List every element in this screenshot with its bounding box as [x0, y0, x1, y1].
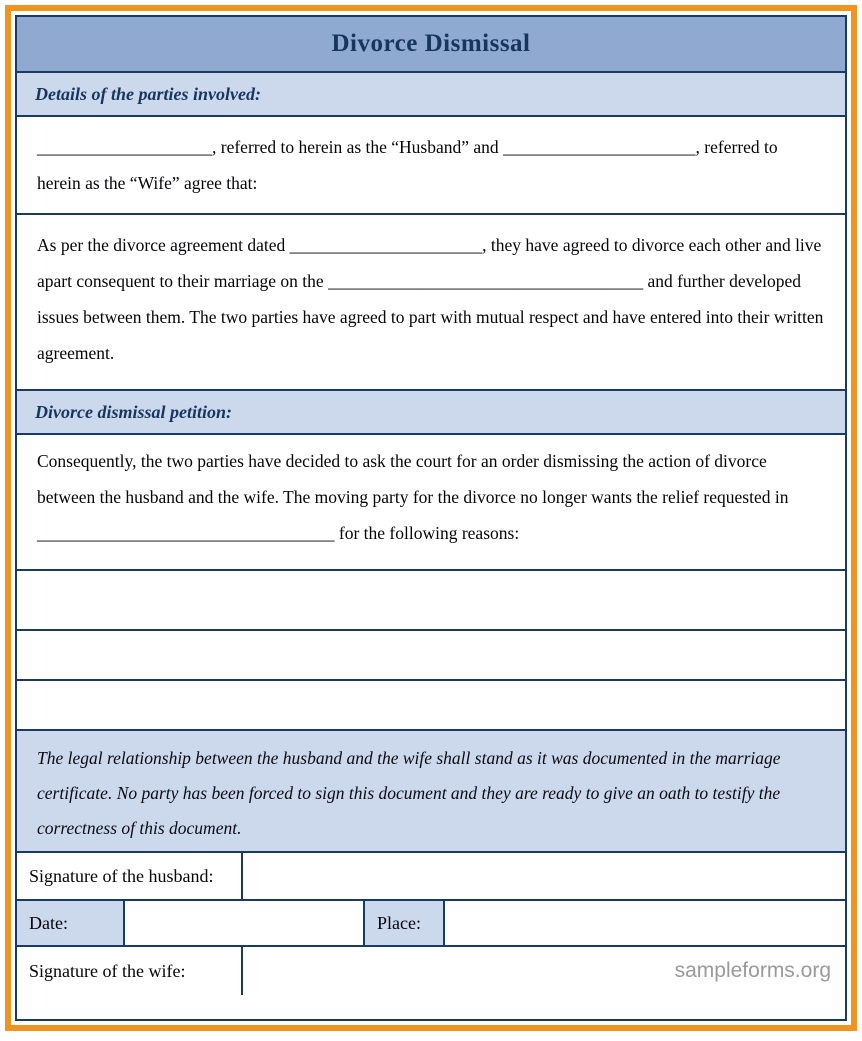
- page-title: Divorce Dismissal: [331, 30, 531, 57]
- husband-signature-row: [17, 853, 845, 901]
- agreement-section-body: [17, 215, 845, 391]
- petition-section-title: Divorce dismissal petition:: [35, 401, 232, 422]
- petition-section-body: [17, 435, 845, 571]
- wife-signature-row: [17, 947, 845, 995]
- wife-signature-label: Signature of the wife:: [17, 947, 243, 995]
- place-label: Place:: [365, 901, 445, 945]
- date-label: Date:: [17, 901, 125, 945]
- date-place-row: [17, 901, 845, 947]
- divorce-dismissal-form: [15, 15, 847, 1021]
- parties-section-body: [17, 117, 845, 215]
- form-frame: [5, 5, 857, 1031]
- place-field[interactable]: [445, 901, 845, 945]
- husband-signature-label: Signature of the husband:: [17, 853, 243, 899]
- reason-blank-line-3[interactable]: [17, 681, 845, 731]
- reason-blank-line-1[interactable]: [17, 571, 845, 631]
- parties-section-title: Details of the parties involved:: [35, 83, 261, 104]
- watermark-text: sampleforms.org: [674, 959, 831, 982]
- date-field[interactable]: [125, 901, 365, 945]
- agreement-text: As per the divorce agreement dated ______________________, they have agreed to divorce each other and live apart consequent to their marriage on the ____________________________________ and further developed issues between them. The two parties have agreed to part with mutual respect and have entered into their written agreement.: [37, 235, 824, 363]
- legal-statement-block: [17, 731, 845, 853]
- form-header: [17, 17, 845, 73]
- parties-text: ____________________, referred to herein as the “Husband” and ______________________, referred to herein as the “Wife” agree that:: [37, 137, 778, 193]
- wife-signature-field[interactable]: [243, 947, 845, 995]
- legal-statement-text: The legal relationship between the husband and the wife shall stand as it was documented in the marriage certificate. No party has been forced to sign this document and they are ready to give an oath to testify the correctness of this document.: [37, 748, 781, 838]
- parties-section-header: [17, 73, 845, 117]
- petition-section-header: [17, 391, 845, 435]
- petition-text: Consequently, the two parties have decided to ask the court for an order dismissing the action of divorce between the husband and the wife. The moving party for the divorce no longer wants the relief requested in __________________________________ for the following reasons:: [37, 451, 789, 543]
- reason-blank-line-2[interactable]: [17, 631, 845, 681]
- husband-signature-field[interactable]: [243, 853, 845, 899]
